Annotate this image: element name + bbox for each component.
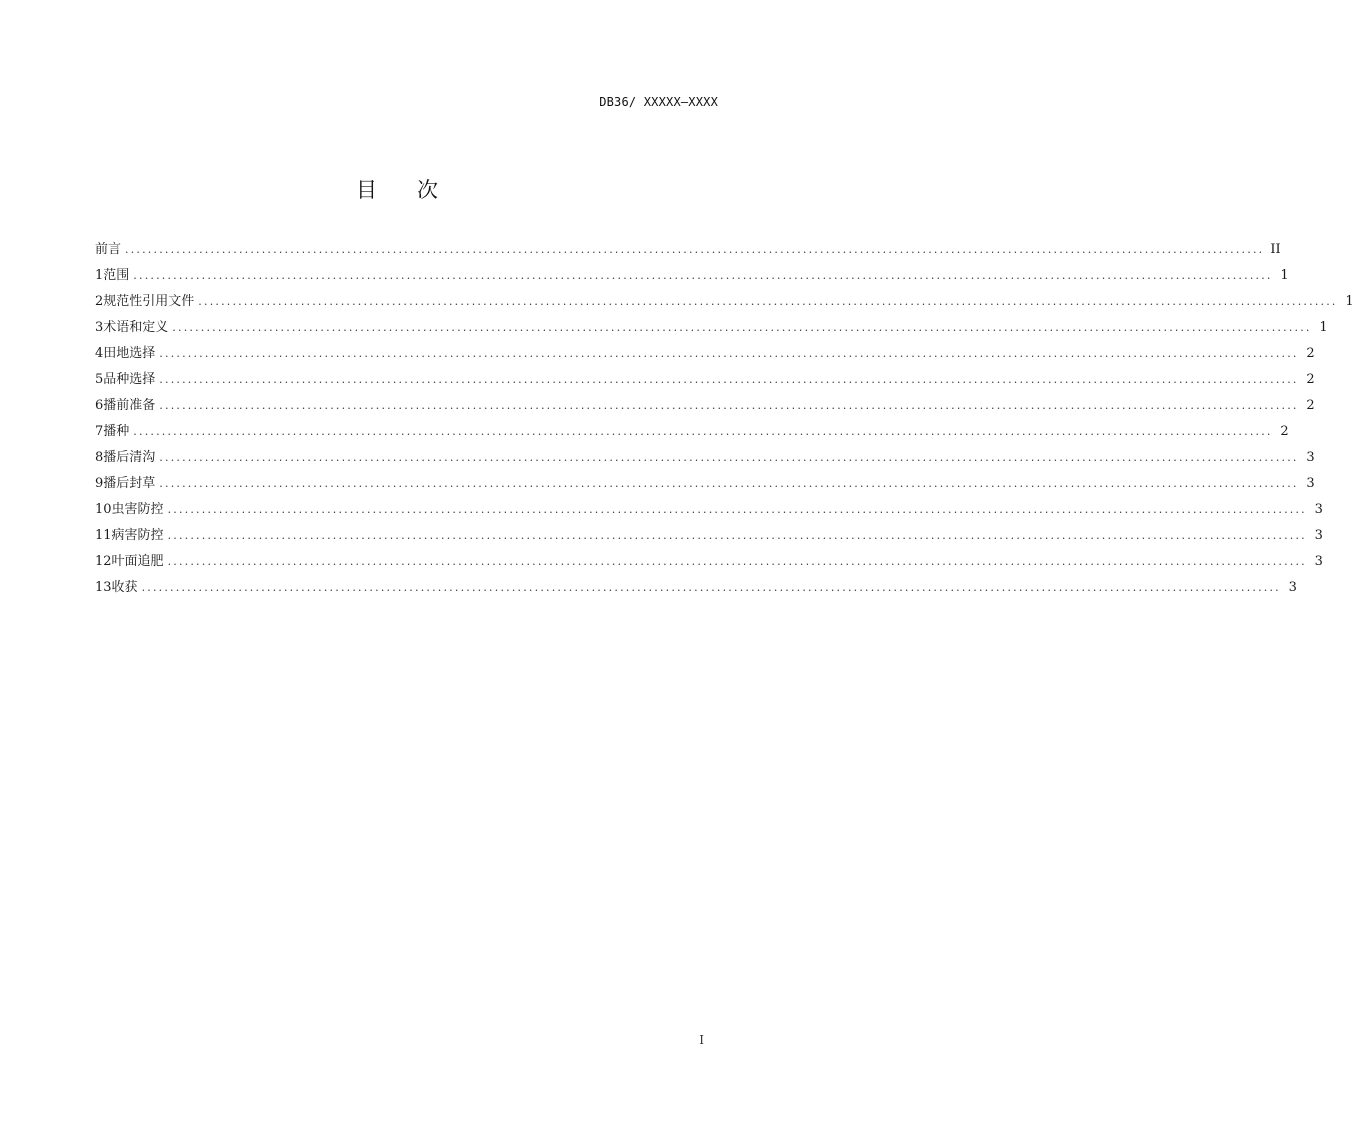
toc-entry-label: 播前准备 [103, 398, 156, 413]
toc-leader-dots: ........................................................................................................................................................................................................ [167, 555, 1307, 568]
toc-entry[interactable] [95, 446, 1315, 472]
toc-entry[interactable] [95, 420, 1289, 446]
toc-entry-label: 规范性引用文件 [103, 294, 195, 309]
toc-entry-number: 6 [95, 398, 104, 413]
toc-entry-label: 前言 [95, 242, 122, 257]
toc-entry-page: 1 [1319, 320, 1328, 335]
toc-leader-dots: ........................................................................................................................................................................................................ [159, 347, 1299, 360]
toc-entry[interactable] [95, 238, 1281, 264]
toc-entry[interactable] [95, 290, 1354, 316]
toc-entry-number: 5 [95, 372, 104, 387]
toc-entry-label: 术语和定义 [103, 320, 169, 335]
toc-leader-dots: ........................................................................................................................................................................................................ [133, 425, 1273, 438]
toc-entry-number: 12 [95, 554, 112, 569]
toc-entry[interactable] [95, 524, 1323, 550]
toc-leader-dots: ........................................................................................................................................................................................................ [167, 503, 1307, 516]
toc-leader-dots: ........................................................................................................................................................................................................ [198, 295, 1338, 308]
toc-leader-dots: ........................................................................................................................................................................................................ [159, 399, 1299, 412]
toc-entry-label: 播后清沟 [103, 450, 156, 465]
toc-entry-label: 播后封草 [103, 476, 156, 491]
toc-entry-page: 3 [1314, 554, 1323, 569]
toc-entry-label: 病害防控 [111, 528, 164, 543]
toc-leader-dots: ........................................................................................................................................................................................................ [172, 321, 1312, 334]
toc-entry-number: 4 [95, 346, 104, 361]
toc-leader-dots: ........................................................................................................................................................................................................ [133, 269, 1273, 282]
table-of-contents [95, 238, 1354, 602]
toc-entry[interactable] [95, 550, 1323, 576]
toc-entry-page: 3 [1314, 502, 1323, 517]
toc-entry-page: 2 [1306, 346, 1315, 361]
toc-entry-label: 品种选择 [103, 372, 156, 387]
toc-leader-dots: ........................................................................................................................................................................................................ [167, 529, 1307, 542]
toc-leader-dots: ........................................................................................................................................................................................................ [141, 581, 1281, 594]
toc-leader-dots: ........................................................................................................................................................................................................ [159, 451, 1299, 464]
toc-entry[interactable] [95, 394, 1315, 420]
toc-entry-label: 播种 [103, 424, 130, 439]
page-number: I [699, 1033, 704, 1047]
toc-entry-page: 3 [1306, 450, 1315, 465]
toc-entry[interactable] [95, 498, 1323, 524]
toc-leader-dots: ........................................................................................................................................................................................................ [125, 243, 1265, 256]
toc-entry-label: 收获 [111, 580, 138, 595]
toc-leader-dots: ........................................................................................................................................................................................................ [159, 477, 1299, 490]
toc-entry-number: 11 [95, 528, 112, 543]
document-code: DB36/ XXXXX—XXXX [599, 95, 718, 109]
toc-entry-number: 7 [95, 424, 104, 439]
toc-entry-label: 叶面追肥 [111, 554, 164, 569]
toc-entry[interactable] [95, 316, 1328, 342]
toc-entry-label: 虫害防控 [111, 502, 164, 517]
toc-entry-page: 3 [1288, 580, 1297, 595]
toc-entry-page: 2 [1280, 424, 1289, 439]
toc-entry-number: 10 [95, 502, 112, 517]
toc-entry-label: 范围 [103, 268, 130, 283]
toc-entry-number: 13 [95, 580, 112, 595]
toc-entry-label: 田地选择 [103, 346, 156, 361]
toc-entry-number: 8 [95, 450, 104, 465]
toc-entry-page: II [1270, 242, 1281, 257]
toc-entry[interactable] [95, 342, 1315, 368]
toc-entry-page: 2 [1306, 372, 1315, 387]
toc-entry-page: 3 [1314, 528, 1323, 543]
toc-entry-page: 1 [1345, 294, 1354, 309]
toc-entry-page: 1 [1280, 268, 1289, 283]
toc-entry[interactable] [95, 472, 1315, 498]
toc-leader-dots: ........................................................................................................................................................................................................ [159, 373, 1299, 386]
toc-entry[interactable] [95, 264, 1289, 290]
toc-entry[interactable] [95, 576, 1297, 602]
toc-entry-page: 2 [1306, 398, 1315, 413]
toc-entry-number: 2 [95, 294, 104, 309]
toc-entry-page: 3 [1306, 476, 1315, 491]
toc-entry[interactable] [95, 368, 1315, 394]
toc-entry-number: 3 [95, 320, 104, 335]
toc-entry-number: 1 [95, 268, 104, 283]
toc-entry-number: 9 [95, 476, 104, 491]
page-title: 目次 [356, 178, 478, 202]
